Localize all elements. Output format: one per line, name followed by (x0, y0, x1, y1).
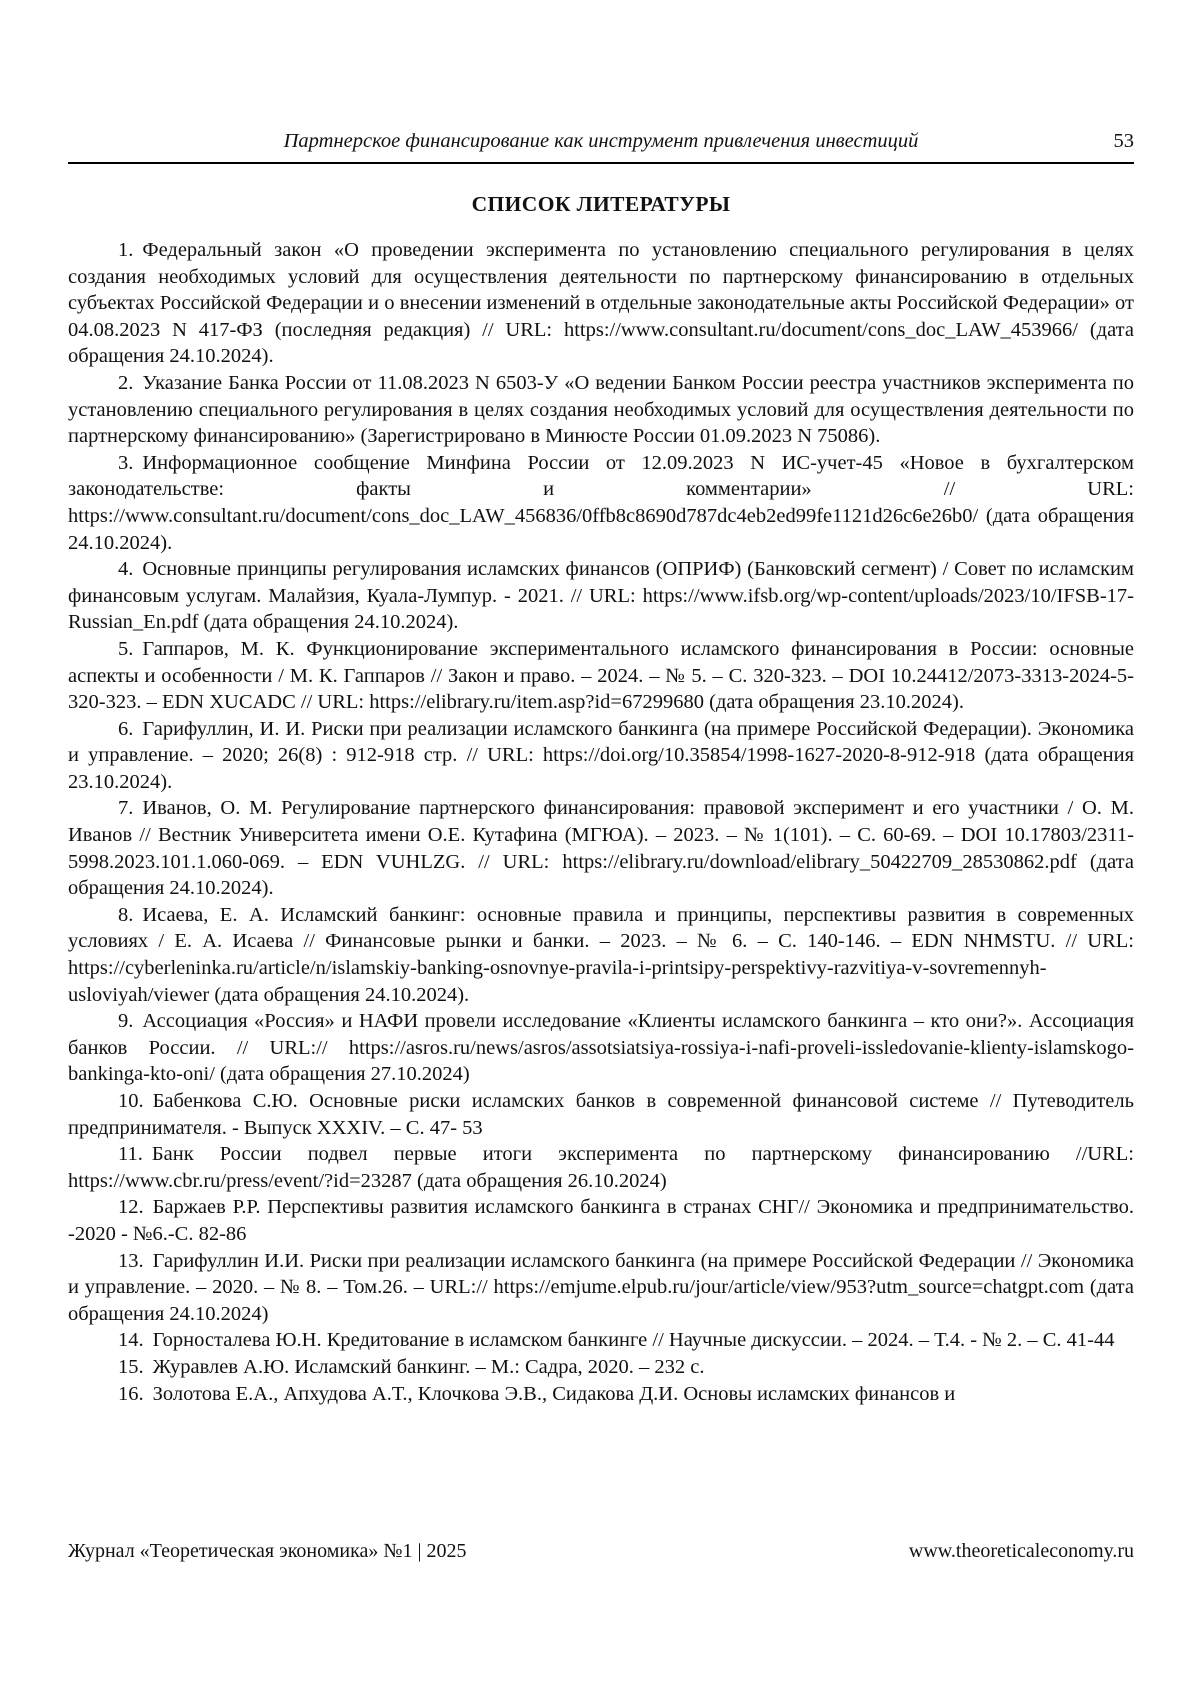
reference-number: 2. (118, 371, 134, 394)
reference-item (68, 370, 1134, 450)
reference-number: 13. (118, 1249, 144, 1272)
reference-item (68, 795, 1134, 901)
reference-text: Иванов, О. М. Регулирование партнерского финансирования: правовой эксперимент и его участники / О. М. Иванов // Вестник Университета имени О.Е. Кутафина (МГЮА). – 2023. – № 1(101). – С. 60-69. – DOI 10.17803/2311-5998.2023.101.1.060-069. – EDN VUHLZG. // URL: https://elibrary.ru/download/elibrary_50422709_28530862.pdf (дата обращения 24.10.2024). (68, 797, 1134, 900)
reference-item (68, 1381, 1134, 1408)
running-head-title: Партнерское финансирование как инструмент привлечения инвестиций (283, 130, 919, 152)
reference-number: 9. (118, 1010, 134, 1033)
reference-item (68, 1354, 1134, 1381)
reference-text: Указание Банка России от 11.08.2023 N 6503-У «О ведении Банком России реестра участников эксперимента по установлению специального регулирования в целях создания необходимых условий для осуществления деятельности по партнерскому финансированию» (Зарегистрировано в Минюсте России 01.09.2023 N 75086). (68, 371, 1134, 448)
reference-number: 4. (118, 558, 134, 581)
reference-number: 7. (118, 797, 134, 820)
reference-text: Журавлев А.Ю. Исламский банкинг. – М.: Садра, 2020. – 232 с. (152, 1355, 705, 1378)
reference-item (68, 1008, 1134, 1088)
reference-text: Ассоциация «Россия» и НАФИ провели исследование «Клиенты исламского банкинга – кто они?». Ассоциация банков России. // URL:// https://asros.ru/news/asros/assotsiatsiya-rossiya-i-nafi-proveli-issledovanie-klienty-islamskogo-bankinga-kto-oni/ (дата обращения 27.10.2024) (68, 1010, 1134, 1086)
reference-number: 5. (118, 637, 134, 660)
reference-number: 3. (118, 451, 134, 474)
reference-number: 6. (118, 717, 134, 740)
reference-item (68, 1088, 1134, 1141)
reference-text: Основные принципы регулирования исламских финансов (ОПРИФ) (Банковский сегмент) / Совет по исламским финансовым услугам. Малайзия, Куала-Лумпур. - 2021. // URL: https://www.ifsb.org/wp-content/uploads/2023/10/IFSB-17-Russian_En.pdf (дата обращения 24.10.2024). (68, 558, 1134, 634)
reference-number: 14. (118, 1329, 144, 1352)
reference-text: Баржаев Р.Р. Перспективы развития исламского банкинга в странах СНГ// Экономика и предпринимательство. -2020 - №6.-С. 82-86 (68, 1196, 1134, 1245)
references-list (68, 237, 1134, 1407)
running-head (68, 128, 1134, 164)
reference-item (68, 902, 1134, 1008)
section-title: СПИСОК ЛИТЕРАТУРЫ (471, 192, 731, 216)
reference-text: Гарифуллин, И. И. Риски при реализации исламского банкинга (на примере Российской Федерации). Экономика и управление. – 2020; 26(8) : 912-918 стр. // URL: https://doi.org/10.35854/1998-1627-2020-8-912-918 (дата обращения 23.10.2024). (68, 717, 1134, 793)
reference-number: 1. (118, 239, 134, 261)
reference-number: 15. (118, 1355, 144, 1378)
reference-text: Банк России подвел первые итоги эксперимента по партнерскому финансированию //URL: https://www.cbr.ru/press/event/?id=23287 (дата обращения 26.10.2024) (68, 1143, 1134, 1192)
reference-text: Гарифуллин И.И. Риски при реализации исламского банкинга (на примере Российской Федерации // Экономика и управление. – 2020. – № 8. – Том.26. – URL:// https://emjume.elpub.ru/jour/article/view/953?utm_source=chatgpt.com (дата обращения 24.10.2024) (68, 1249, 1134, 1325)
reference-item (68, 716, 1134, 796)
reference-number: 12. (118, 1196, 144, 1219)
page-number: 53 (1113, 130, 1134, 152)
reference-text: Гаппаров, М. К. Функционирование экспериментального исламского финансирования в России: основные аспекты и особенности / М. К. Гаппаров // Закон и право. – 2024. – № 5. – С. 320-323. – DOI 10.24412/2073-3313-2024-5-320-323. – EDN XUCADC // URL: https://elibrary.ru/item.asp?id=67299680 (дата обращения 23.10.2024). (68, 637, 1134, 714)
reference-item (68, 556, 1134, 636)
reference-item (68, 450, 1134, 556)
reference-item (68, 237, 1134, 370)
reference-number: 10. (118, 1090, 144, 1112)
reference-text: Информационное сообщение Минфина России от 12.09.2023 N ИС-учет-45 «Новое в бухгалтерском законодательстве: факты и комментарии» // URL: https://www.consultant.ru/document/cons_doc_LAW_456836/0ffb8c8690d787dc4eb2ed99fe1121d26c6e26b0/ (дата обращения 24.10.2024). (68, 451, 1134, 554)
reference-number: 11. (118, 1143, 143, 1166)
footer-journal-title: Журнал «Теоретическая экономика» №1 | 2025 (68, 1540, 467, 1562)
reference-item (68, 636, 1134, 716)
reference-text: Исаева, Е. А. Исламский банкинг: основные правила и принципы, перспективы развития в современных условиях / Е. А. Исаева // Финансовые рынки и банки. – 2023. – № 6. – С. 140-146. – EDN NHMSTU. // URL: https://cyberleninka.ru/article/n/islamskiy-banking-osnovnye-pravila-i-printsipy-perspektivy-razvitiya-v-sovremennyh-usloviyah/viewer (дата обращения 24.10.2024). (68, 903, 1134, 1006)
page-footer (68, 1538, 1134, 1564)
reference-number: 16. (118, 1382, 144, 1405)
reference-item (68, 1141, 1134, 1194)
reference-item (68, 1248, 1134, 1328)
reference-item (68, 1194, 1134, 1247)
footer-website-url: www.theoreticaleconomy.ru (908, 1540, 1134, 1562)
reference-number: 8. (118, 903, 134, 926)
reference-text: Бабенкова С.Ю. Основные риски исламских банков в современной финансовой системе // Путеводитель предпринимателя. - Выпуск XXXIV. – С. 47- 53 (68, 1090, 1134, 1139)
reference-text: Золотова Е.А., Апхудова А.Т., Клочкова Э.В., Сидакова Д.И. Основы исламских финансов и (152, 1382, 956, 1405)
reference-text: Федеральный закон «О проведении эксперимента по установлению специального регулирования в целях создания необходимых условий для осуществления деятельности по партнерскому финансированию в отдельных субъектах Российской Федерации и о внесении изменений в отдельные законодательные акты Российской Федерации» от 04.08.2023 N 417-ФЗ (последняя редакция) // URL: https://www.consultant.ru/document/cons_doc_LAW_453966/ (дата обращения 24.10.2024). (68, 239, 1134, 368)
reference-item (68, 1327, 1134, 1354)
reference-text: Горносталева Ю.Н. Кредитование в исламском банкинге // Научные дискуссии. – 2024. – Т.4. - № 2. – С. 41-44 (152, 1329, 1115, 1352)
page-content (68, 0, 1134, 1407)
